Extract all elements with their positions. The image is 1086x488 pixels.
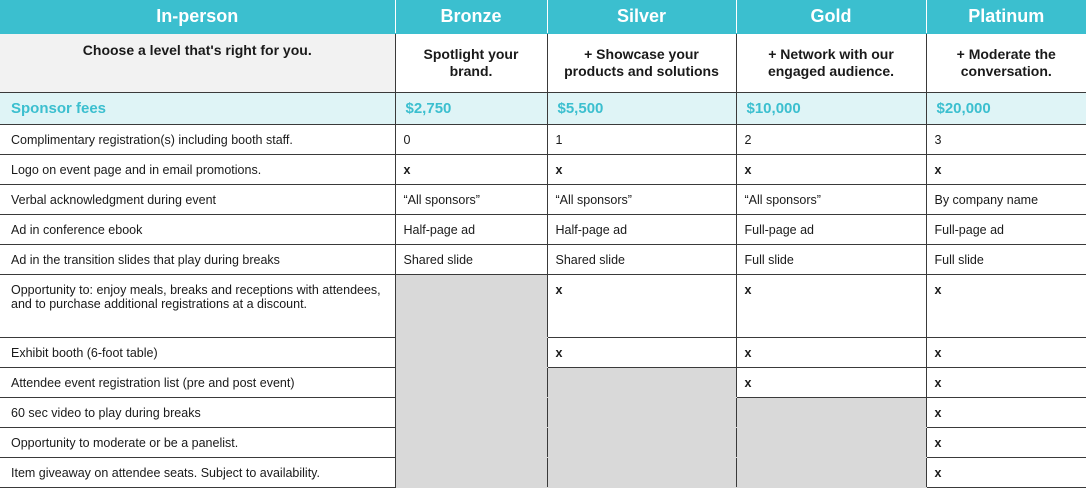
cell-bronze-not-included [395, 338, 547, 368]
cell-gold-not-included [736, 398, 926, 428]
cell-silver: 1 [547, 125, 736, 155]
row-label: Ad in conference ebook [0, 215, 395, 245]
cell-platinum: Full-page ad [926, 215, 1086, 245]
cell-silver-not-included [547, 368, 736, 398]
table-row [0, 398, 1086, 428]
table-row [0, 125, 1086, 155]
table-row [0, 245, 1086, 275]
cell-bronze-not-included [395, 428, 547, 458]
cell-bronze-not-included [395, 368, 547, 398]
cell-bronze-not-included [395, 398, 547, 428]
row-label: Verbal acknowledgment during event [0, 185, 395, 215]
cell-silver: Shared slide [547, 245, 736, 275]
cell-gold: x [736, 338, 926, 368]
cell-gold: 2 [736, 125, 926, 155]
cell-gold: “All sponsors” [736, 185, 926, 215]
cell-silver-not-included [547, 398, 736, 428]
row-label: Complimentary registration(s) including booth staff. [0, 125, 395, 155]
subheader-row [0, 34, 1086, 93]
cell-bronze: “All sponsors” [395, 185, 547, 215]
table-row [0, 368, 1086, 398]
cell-gold: x [736, 368, 926, 398]
row-label: Ad in the transition slides that play during breaks [0, 245, 395, 275]
cell-gold: Full slide [736, 245, 926, 275]
subheader-bronze: Spotlight your brand. [395, 34, 547, 93]
fee-bronze: $2,750 [395, 93, 547, 125]
fees-row [0, 93, 1086, 125]
cell-silver: “All sponsors” [547, 185, 736, 215]
table-row [0, 215, 1086, 245]
cell-platinum: x [926, 458, 1086, 488]
cell-silver: x [547, 275, 736, 338]
fees-label: Sponsor fees [0, 93, 395, 125]
cell-platinum: x [926, 368, 1086, 398]
table-row [0, 155, 1086, 185]
fee-gold: $10,000 [736, 93, 926, 125]
cell-platinum: By company name [926, 185, 1086, 215]
cell-platinum: Full slide [926, 245, 1086, 275]
row-label: 60 sec video to play during breaks [0, 398, 395, 428]
cell-bronze: Shared slide [395, 245, 547, 275]
table-row [0, 428, 1086, 458]
cell-silver: x [547, 155, 736, 185]
cell-silver: x [547, 338, 736, 368]
row-label: Item giveaway on attendee seats. Subject to availability. [0, 458, 395, 488]
row-label: Exhibit booth (6-foot table) [0, 338, 395, 368]
cell-bronze: x [395, 155, 547, 185]
cell-bronze: Half-page ad [395, 215, 547, 245]
header-platinum: Platinum [926, 0, 1086, 34]
table-row [0, 458, 1086, 488]
cell-platinum: x [926, 338, 1086, 368]
row-label: Opportunity to: enjoy meals, breaks and receptions with attendees, and to purchase additional registrations at a discount. [0, 275, 395, 338]
row-label: Opportunity to moderate or be a panelist. [0, 428, 395, 458]
cell-gold: Full-page ad [736, 215, 926, 245]
cell-gold-not-included [736, 428, 926, 458]
row-label: Attendee event registration list (pre and post event) [0, 368, 395, 398]
cell-silver-not-included [547, 458, 736, 488]
cell-silver: Half-page ad [547, 215, 736, 245]
cell-gold: x [736, 275, 926, 338]
header-row [0, 0, 1086, 34]
cell-bronze-not-included [395, 458, 547, 488]
cell-silver-not-included [547, 428, 736, 458]
header-gold: Gold [736, 0, 926, 34]
subheader-platinum: + Moderate the conversation. [926, 34, 1086, 93]
cell-platinum: x [926, 155, 1086, 185]
cell-platinum: x [926, 275, 1086, 338]
row-label: Logo on event page and in email promotions. [0, 155, 395, 185]
cell-bronze: 0 [395, 125, 547, 155]
header-silver: Silver [547, 0, 736, 34]
header-in-person: In-person [0, 0, 395, 34]
header-bronze: Bronze [395, 0, 547, 34]
fee-silver: $5,500 [547, 93, 736, 125]
cell-bronze-not-included [395, 275, 547, 338]
cell-gold-not-included [736, 458, 926, 488]
subheader-intro: Choose a level that's right for you. [0, 34, 395, 93]
subheader-gold: + Network with our engaged audience. [736, 34, 926, 93]
table-row [0, 185, 1086, 215]
table-row [0, 338, 1086, 368]
cell-platinum: x [926, 398, 1086, 428]
cell-gold: x [736, 155, 926, 185]
subheader-silver: + Showcase your products and solutions [547, 34, 736, 93]
cell-platinum: 3 [926, 125, 1086, 155]
cell-platinum: x [926, 428, 1086, 458]
fee-platinum: $20,000 [926, 93, 1086, 125]
table-row [0, 275, 1086, 338]
